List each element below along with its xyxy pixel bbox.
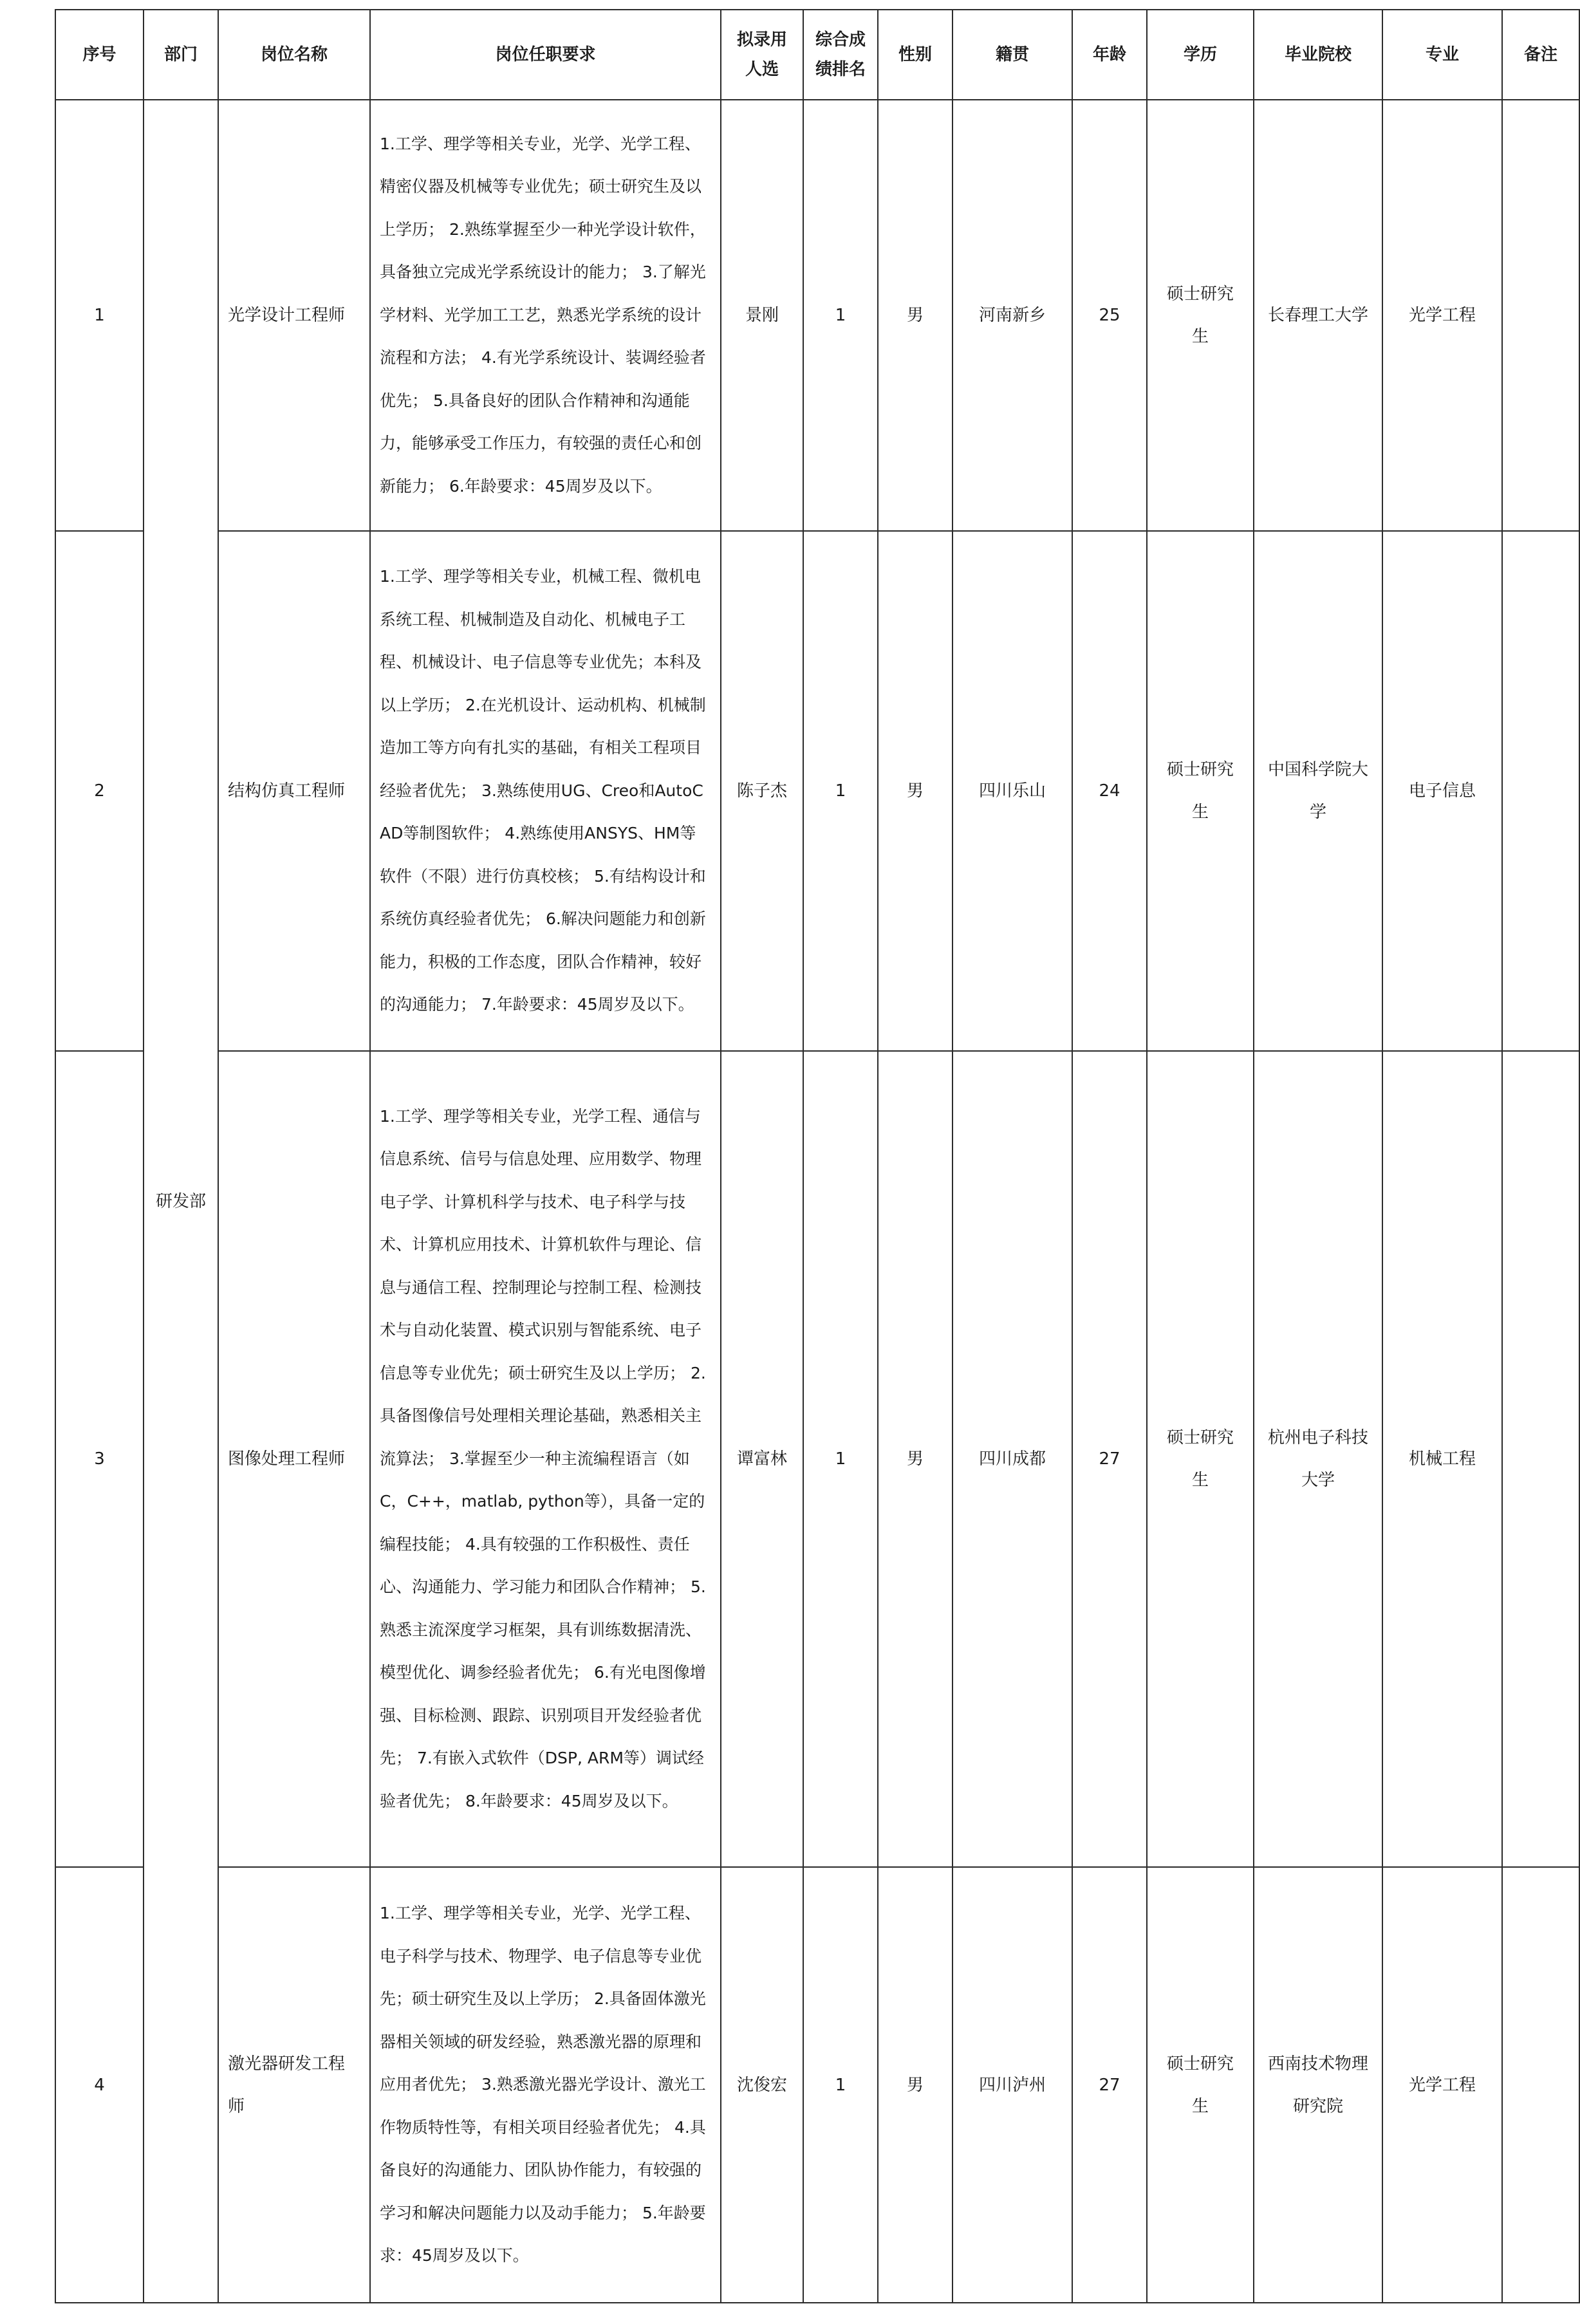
header-requirements: 岗位任职要求: [370, 10, 721, 100]
cell-candidate: 景刚: [721, 100, 803, 531]
cell-remarks: [1502, 1867, 1579, 2303]
header-major: 专业: [1382, 10, 1502, 100]
cell-department: 研发部: [144, 100, 218, 2303]
header-row: [55, 10, 1579, 100]
header-candidate: 拟录用人选: [721, 10, 803, 100]
cell-seq: 4: [55, 1867, 144, 2303]
cell-candidate: 谭富林: [721, 1051, 803, 1867]
cell-school: 杭州电子科技大学: [1254, 1051, 1382, 1867]
cell-position: 图像处理工程师: [218, 1051, 370, 1867]
header-seq: 序号: [55, 10, 144, 100]
cell-gender: 男: [878, 100, 953, 531]
cell-school: 中国科学院大学: [1254, 531, 1382, 1051]
cell-major: 光学工程: [1382, 1867, 1502, 2303]
cell-requirements: 1.工学、理学等相关专业，光学、光学工程、精密仪器及机械等专业优先；硕士研究生及以上学历； 2.熟练掌握至少一种光学设计软件，具备独立完成光学系统设计的能力； 3.了解光学材料、光学加工工艺，熟悉光学系统的设计流程和方法； 4.有光学系统设计、装调经验者优先； 5.具备良好的团队合作精神和沟通能力，能够承受工作压力，有较强的责任心和创新能力； 6.年龄要求：45周岁及以下。: [370, 100, 721, 531]
header-gender: 性别: [878, 10, 953, 100]
cell-gender: 男: [878, 1867, 953, 2303]
cell-remarks: [1502, 531, 1579, 1051]
cell-origin: 四川泸州: [953, 1867, 1072, 2303]
cell-gender: 男: [878, 1051, 953, 1867]
cell-origin: 四川乐山: [953, 531, 1072, 1051]
cell-major: 光学工程: [1382, 100, 1502, 531]
table-row: [55, 1867, 1579, 2303]
cell-gender: 男: [878, 531, 953, 1051]
cell-seq: 1: [55, 100, 144, 531]
cell-age: 24: [1072, 531, 1147, 1051]
cell-age: 25: [1072, 100, 1147, 531]
cell-rank: 1: [803, 531, 878, 1051]
header-origin: 籍贯: [953, 10, 1072, 100]
recruitment-table: [55, 9, 1580, 2303]
cell-age: 27: [1072, 1867, 1147, 2303]
table-row: [55, 531, 1579, 1051]
table-row: [55, 100, 1579, 531]
cell-seq: 3: [55, 1051, 144, 1867]
header-dept: 部门: [144, 10, 218, 100]
header-age: 年龄: [1072, 10, 1147, 100]
header-position: 岗位名称: [218, 10, 370, 100]
header-school: 毕业院校: [1254, 10, 1382, 100]
cell-degree: 硕士研究生: [1147, 100, 1254, 531]
cell-rank: 1: [803, 1051, 878, 1867]
cell-school: 长春理工大学: [1254, 100, 1382, 531]
cell-candidate: 沈俊宏: [721, 1867, 803, 2303]
cell-position: 激光器研发工程师: [218, 1867, 370, 2303]
cell-position: 结构仿真工程师: [218, 531, 370, 1051]
cell-requirements: 1.工学、理学等相关专业，光学、光学工程、电子科学与技术、物理学、电子信息等专业优先；硕士研究生及以上学历； 2.具备固体激光器相关领域的研发经验，熟悉激光器的原理和应用者优先； 3.熟悉激光器光学设计、激光工作物质特性等，有相关项目经验者优先； 4.具备良好的沟通能力、团队协作能力，有较强的学习和解决问题能力以及动手能力； 5.年龄要求：45周岁及以下。: [370, 1867, 721, 2303]
cell-origin: 河南新乡: [953, 100, 1072, 531]
header-degree: 学历: [1147, 10, 1254, 100]
header-remarks: 备注: [1502, 10, 1579, 100]
cell-school: 西南技术物理研究院: [1254, 1867, 1382, 2303]
cell-rank: 1: [803, 1867, 878, 2303]
header-rank: 综合成绩排名: [803, 10, 878, 100]
cell-requirements: 1.工学、理学等相关专业，机械工程、微机电系统工程、机械制造及自动化、机械电子工程、机械设计、电子信息等专业优先；本科及以上学历； 2.在光机设计、运动机构、机械制造加工等方向有扎实的基础，有相关工程项目经验者优先； 3.熟练使用UG、Creo和AutoCAD等制图软件； 4.熟练使用ANSYS、HM等软件（不限）进行仿真校核； 5.有结构设计和系统仿真经验者优先； 6.解决问题能力和创新能力，积极的工作态度，团队合作精神，较好的沟通能力； 7.年龄要求：45周岁及以下。: [370, 531, 721, 1051]
cell-degree: 硕士研究生: [1147, 1867, 1254, 2303]
cell-origin: 四川成都: [953, 1051, 1072, 1867]
cell-degree: 硕士研究生: [1147, 1051, 1254, 1867]
cell-seq: 2: [55, 531, 144, 1051]
cell-remarks: [1502, 100, 1579, 531]
cell-position: 光学设计工程师: [218, 100, 370, 531]
cell-requirements: 1.工学、理学等相关专业，光学工程、通信与信息系统、信号与信息处理、应用数学、物理电子学、计算机科学与技术、电子科学与技术、计算机应用技术、计算机软件与理论、信息与通信工程、控制理论与控制工程、检测技术与自动化装置、模式识别与智能系统、电子信息等专业优先；硕士研究生及以上学历； 2.具备图像信号处理相关理论基础，熟悉相关主流算法； 3.掌握至少一种主流编程语言（如C，C++，matlab, python等），具备一定的编程技能； 4.具有较强的工作积极性、责任心、沟通能力、学习能力和团队合作精神； 5.熟悉主流深度学习框架，具有训练数据清洗、模型优化、调参经验者优先； 6.有光电图像增强、目标检测、跟踪、识别项目开发经验者优先； 7.有嵌入式软件（DSP, ARM等）调试经验者优先； 8.年龄要求：45周岁及以下。: [370, 1051, 721, 1867]
cell-remarks: [1502, 1051, 1579, 1867]
cell-candidate: 陈子杰: [721, 531, 803, 1051]
cell-age: 27: [1072, 1051, 1147, 1867]
cell-major: 电子信息: [1382, 531, 1502, 1051]
table-row: [55, 1051, 1579, 1867]
cell-major: 机械工程: [1382, 1051, 1502, 1867]
cell-rank: 1: [803, 100, 878, 531]
cell-degree: 硕士研究生: [1147, 531, 1254, 1051]
